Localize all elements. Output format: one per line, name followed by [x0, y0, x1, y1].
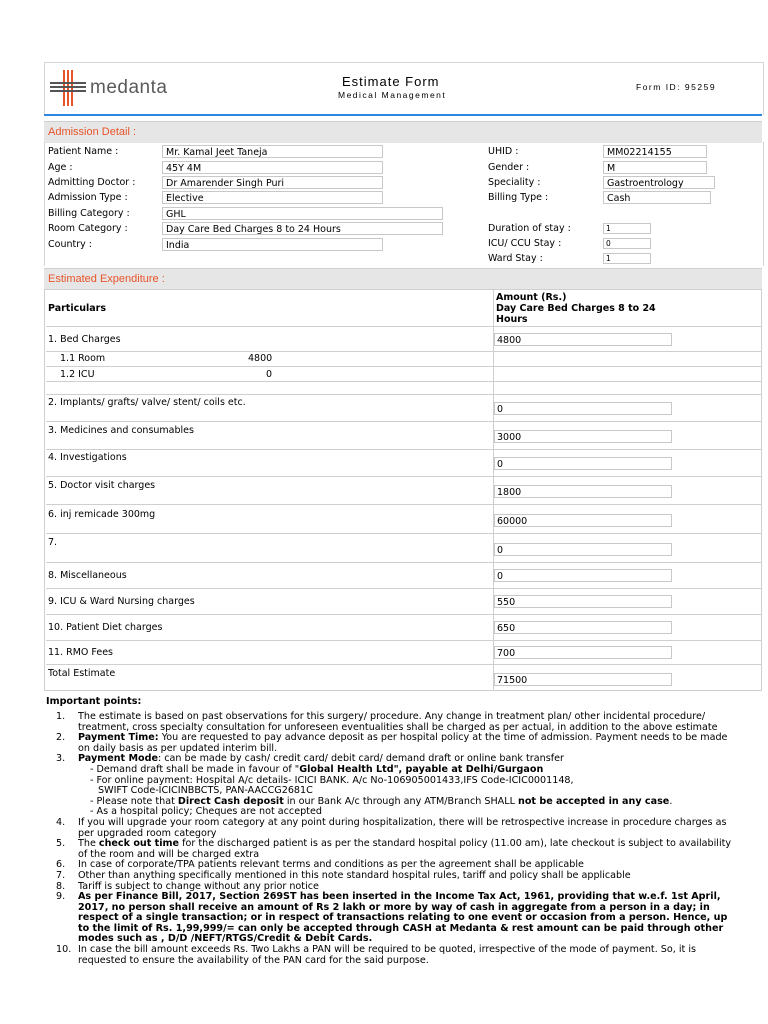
medicines-amount[interactable]: 3000 [494, 430, 672, 443]
icu-sub-value: 0 [266, 369, 273, 380]
total-amount[interactable]: 71500 [494, 673, 672, 686]
miscellaneous-amount[interactable]: 0 [494, 569, 672, 582]
amount-header-line-1: Amount (Rs.) [496, 292, 567, 303]
amount-header [496, 292, 656, 325]
list-item: 9. As per Finance Bill, 2017, Section 269ST has been inserted in the Income Tax Act, 1961, providing that w.e.f. 1st April, 2017, no person shall receive an amount of Rs 2 lakh or more by way of cash in aggregate from a person in a day; in respect of a single transaction; or in respect of transactions relating to one event or occasion from a person. Hence, up to the limit of Rs. 1,99,999/= can only be accepted through CASH at Medanta & rest amount can be paid through other modes such as , D/D /NEFT/RTGS/Credit & Debit Cards. [56, 891, 728, 945]
admission-section-header [44, 121, 762, 143]
icu-sub-label: 1.2 ICU [60, 369, 95, 380]
note-text: : can be made by cash/ credit card/ debit card/ demand draft or online bank transfer [157, 753, 564, 765]
note-bold: Payment Mode [78, 753, 158, 765]
table-row [46, 351, 762, 352]
note-bold: Direct Cash deposit [177, 795, 284, 807]
country-label: Country : [48, 239, 92, 250]
admitting-doctor-field[interactable]: Dr Amarender Singh Puri [162, 176, 383, 189]
implants-label: 2. Implants/ grafts/ valve/ stent/ coils etc. [48, 397, 246, 408]
room-category-label: Room Category : [48, 223, 128, 234]
bed-charges-label: 1. Bed Charges [48, 334, 121, 345]
item-7-amount[interactable]: 0 [494, 543, 672, 556]
table-row [46, 476, 762, 477]
nursing-amount[interactable]: 550 [494, 595, 672, 608]
form-subtitle: Medical Management [338, 90, 447, 100]
note-text: Tariff is subject to change without any prior notice [78, 880, 319, 892]
note-text: In case the bill amount exceeds Rs. Two Lakhs a PAN will be required to be quoted, irrespective of the mode of payment. So, it is requested to ensure the availability of the PAN card for the said purpose. [78, 944, 696, 966]
expenditure-section-header [44, 268, 762, 290]
country-field[interactable]: India [162, 238, 383, 251]
billing-category-field[interactable]: GHL [162, 207, 443, 220]
remicade-amount[interactable]: 60000 [494, 514, 672, 527]
table-row [46, 366, 762, 367]
note-text: in our Bank A/c through any ATM/Branch SHALL [283, 795, 518, 807]
miscellaneous-label: 8. Miscellaneous [48, 570, 127, 581]
room-sub-label: 1.1 Room [60, 353, 106, 364]
note-text: The [78, 838, 99, 850]
note-text: If you will upgrade your room category at any point during hospitalization, there will be retrospective increase in procedure charges as per upgraded room category [78, 816, 727, 839]
note-bold: As per Finance Bill, 2017, Section 269ST has been inserted in the Income Tax Act, 1961, providing that w.e.f. 1st April, 2017, no person shall receive an amount of Rs 2 lakh or more by way of cash in aggregate from a person in a day; in respect of a single transaction; or in respect of transactions relating to one event or occasion from a person. Hence, up to the limit of Rs. 1,99,999/= can only be accepted through CASH at Medanta & rest amount can be paid through other modes such as , D/D /NEFT/RTGS/Credit & Debit Cards. [78, 891, 728, 945]
table-row [46, 449, 762, 450]
table-row [46, 421, 762, 422]
total-label: Total Estimate [48, 668, 116, 679]
rmo-label: 11. RMO Fees [48, 647, 114, 658]
table-row [46, 533, 762, 534]
list-item: 4. If you will upgrade your room category at any point during hospitalization, there will be retrospective increase in procedure charges as per upgraded room category [56, 816, 727, 839]
table-row [46, 394, 762, 395]
list-item: 2. Payment Time: You are requested to pay advance deposit as per hospital policy at the time of admission. Payment needs to be made on daily basis as per updated interim bill. [56, 732, 728, 754]
diet-label: 10. Patient Diet charges [48, 622, 163, 633]
note-text: . [669, 795, 673, 807]
age-field[interactable]: 45Y 4M [162, 161, 383, 174]
ward-stay-label: Ward Stay : [488, 253, 543, 264]
implants-amount[interactable]: 0 [494, 402, 672, 415]
item-7-label: 7. [48, 537, 58, 548]
billing-type-label: Billing Type : [488, 192, 549, 203]
list-item: 7. Other than anything specifically mentioned in this note standard hospital rules, tariff and policy shall be applicable [56, 869, 631, 881]
table-row [46, 504, 762, 505]
amount-header-line-3: Hours [496, 314, 528, 325]
list-item: 1. The estimate is based on past observations for this surgery/ procedure. Any change in treatment plan/ other incidental procedure/ treatment, cross specialty consultation for unforeseen eventualities shall be charged as per actual, in addition to the above estimate [56, 711, 718, 733]
nursing-label: 9. ICU & Ward Nursing charges [48, 596, 195, 607]
admission-heading: Admission Detail : [48, 126, 137, 138]
duration-label: Duration of stay : [488, 223, 571, 234]
rmo-amount[interactable]: 700 [494, 646, 672, 659]
admitting-doctor-label: Admitting Doctor : [48, 177, 136, 188]
uhid-field[interactable]: MM02214155 [603, 145, 707, 158]
doctor-visit-amount[interactable]: 1800 [494, 485, 672, 498]
table-row [46, 664, 762, 665]
remicade-label: 6. inj remicade 300mg [48, 509, 156, 520]
table-row [46, 381, 762, 382]
amount-header-line-2: Day Care Bed Charges 8 to 24 [496, 303, 656, 314]
particulars-header: Particulars [48, 303, 107, 314]
admission-type-field[interactable]: Elective [162, 191, 383, 204]
note-text: - As a hospital policy; Cheques are not accepted [90, 806, 322, 818]
medicines-label: 3. Medicines and consumables [48, 425, 194, 436]
speciality-label: Speciality : [488, 177, 541, 188]
patient-name-field[interactable]: Mr. Kamal Jeet Taneja [162, 145, 383, 158]
note-text: - Demand draft shall be made in favour of " [90, 763, 300, 775]
medanta-logo-icon [48, 68, 88, 108]
room-category-field[interactable]: Day Care Bed Charges 8 to 24 Hours [162, 222, 443, 235]
list-item: 5. The check out time for the discharged patient is as per the standard hospital policy (11.00 am), late checkout is subject to availability of the room and will be charged extra [56, 838, 732, 860]
table-row [46, 326, 762, 327]
bed-charges-amount[interactable]: 4800 [494, 333, 672, 346]
investigations-amount[interactable]: 0 [494, 457, 672, 470]
table-row [46, 614, 762, 615]
admission-type-label: Admission Type : [48, 192, 128, 203]
note-text: The estimate is based on past observations for this surgery/ procedure. Any change in treatment plan/ other incidental procedure/ treatment, cross specialty consultation for unforeseen eventualities shall be charged as per actual, in addition to the above estimate [78, 711, 718, 733]
note-bold: Payment Time: [78, 732, 159, 744]
list-item: 6. In case of corporate/TPA patients relevant terms and conditions as per the agreement shall be applicable [56, 859, 584, 871]
duration-field[interactable]: 1 [603, 223, 651, 234]
room-sub-value: 4800 [248, 353, 273, 364]
expenditure-heading: Estimated Expenditure : [48, 273, 165, 285]
icu-stay-label: ICU/ CCU Stay : [488, 238, 562, 249]
doctor-visit-label: 5. Doctor visit charges [48, 480, 156, 491]
note-text: for the discharged patient is as per the standard hospital policy (11.00 am), late checkout is subject to availability of the room and will be charged extra [78, 838, 732, 860]
table-row [46, 588, 762, 589]
table-row [46, 562, 762, 563]
note-bold: check out time [98, 838, 180, 850]
form-title: Estimate Form [342, 74, 440, 89]
note-bold: Global Health Ltd", payable at Delhi/Gurgaon [299, 763, 544, 775]
billing-type-field[interactable]: Cash [603, 191, 711, 204]
logo-text: medanta [90, 77, 168, 98]
list-item: 3. Payment Mode: can be made by cash/ credit card/ debit card/ demand draft or online bank transfer - Demand draft shall be made in favour of "Global Health Ltd", payable at Delhi/Gurgaon - For online payment: Hospital A/c details- ICICI BANK. A/c No-106905001433,IFS Code-ICIC0001148, SWIFT Code-ICICINBBCTS, PAN-AACCG2681C - Please note that Direct Cash deposit in our Bank A/c through any ATM/Branch SHALL not be accepted in any case. - As a hospital policy; Cheques are not accepted [46, 754, 736, 818]
notes-list [46, 712, 736, 966]
speciality-field[interactable]: Gastroentrology [603, 176, 715, 189]
note-text: - Please note that [90, 795, 178, 807]
investigations-label: 4. Investigations [48, 452, 127, 463]
age-label: Age : [48, 162, 73, 173]
billing-category-label: Billing Category : [48, 208, 130, 219]
table-row [46, 640, 762, 641]
ward-stay-field[interactable]: 1 [603, 253, 651, 264]
note-text: In case of corporate/TPA patients relevant terms and conditions as per the agreement shall be applicable [78, 859, 584, 871]
uhid-label: UHID : [488, 146, 519, 157]
gender-label: Gender : [488, 162, 530, 173]
list-item: 8. Tariff is subject to change without any prior notice [56, 880, 319, 892]
note-text: - For online payment: Hospital A/c details- ICICI BANK. A/c No-106905001433,IFS Code-ICIC0001148, [90, 774, 574, 786]
note-text: You are requested to pay advance deposit as per hospital policy at the time of admission. Payment needs to be made on daily basis as per updated interim bill. [78, 732, 728, 754]
form-id: Form ID: 95259 [636, 82, 717, 92]
note-bold: not be accepted in any case [517, 795, 670, 807]
diet-amount[interactable]: 650 [494, 621, 672, 634]
notes-heading: Important points: [46, 696, 142, 707]
patient-name-label: Patient Name : [48, 146, 119, 157]
medanta-logo [48, 68, 178, 108]
note-text: Other than anything specifically mentioned in this note standard hospital rules, tariff and policy shall be applicable [78, 869, 631, 881]
note-text: SWIFT Code-ICICINBBCTS, PAN-AACCG2681C [98, 785, 313, 797]
gender-field[interactable]: M [603, 161, 707, 174]
header-rule [44, 114, 762, 116]
icu-stay-field[interactable]: 0 [603, 238, 651, 249]
list-item: 10. In case the bill amount exceeds Rs. Two Lakhs a PAN will be required to be quoted, irrespective of the mode of payment. So, it is requested to ensure the availability of the PAN card for the said purpose. [56, 944, 696, 966]
